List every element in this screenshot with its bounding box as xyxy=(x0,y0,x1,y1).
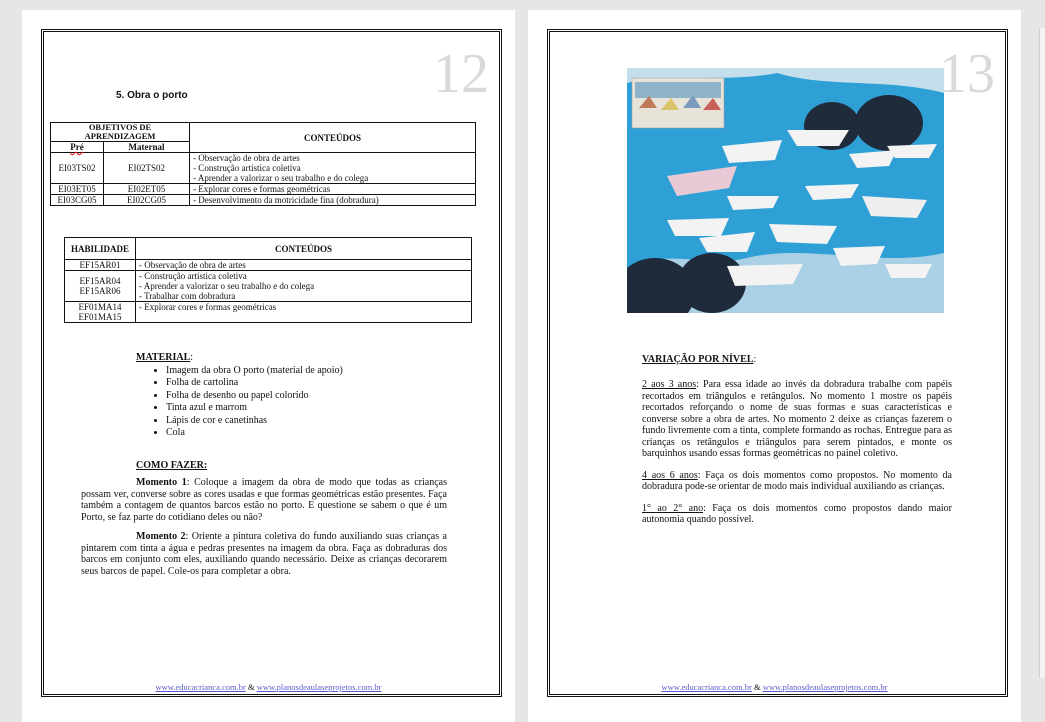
footer-link-educacrianca[interactable]: www.educacrianca.com.br xyxy=(661,682,752,692)
page-number: 13 xyxy=(939,43,995,105)
maternal-code: EI02ET05 xyxy=(104,184,190,195)
material-title: MATERIAL xyxy=(136,352,191,363)
list-item: • Folha de desenho ou papel colorido xyxy=(166,390,466,402)
pre-code: EI03CG05 xyxy=(51,195,104,206)
conteudo-line: - Explorar cores e formas geométricas xyxy=(190,184,476,195)
habilidade-table xyxy=(64,237,472,323)
footer-link-educacrianca[interactable]: www.educacrianca.com.br xyxy=(155,682,246,692)
conteudo-line: - Desenvolvimento da motricidade fina (dobradura) xyxy=(190,195,476,206)
pre-code: EI03ET05 xyxy=(51,184,104,195)
pre-subheader: Pré xyxy=(70,142,84,152)
material-list xyxy=(136,365,466,439)
nivel1-text: : Para essa idade ao invés da dobradura trabalhe com papéis recortados em triângulos e retângulos. No momento 1 mostre os papéis recortados reforçando o nome de suas formas e suas características e converse sobre a obra de artes. No momento 2 deixe as crianças fazerem o fundo livremente com a tinta, complete formando as rochas. Entregue para as crianças os retângulos e triângulos para serem pintados, e monte os barquinhos usando essas formas geométricas no painel coletivo. xyxy=(642,379,952,459)
list-item: • Folha de cartolina xyxy=(166,377,466,389)
conteudos-header: CONTEÚDOS xyxy=(136,238,472,260)
table-row xyxy=(51,153,476,184)
conteudo-line: - Aprender a valorizar o seu trabalho e do colega xyxy=(193,173,369,183)
footer-link-planos[interactable]: www.planosdeaulaseprojetos.com.br xyxy=(256,682,382,692)
momento1-paragraph xyxy=(81,477,447,523)
material-section: MATERIAL: • Imagem da obra O porto (material de apoio) • Folha de cartolina • Folha de desenho ou papel colorido • Tinta azul e marrom • Lápis de cor e canetinhas • Cola xyxy=(136,352,466,439)
nivel3-text: : Faça os dois momentos como propostos dando maior autonomia quando possível. xyxy=(642,502,953,525)
footer xyxy=(22,682,515,692)
maternal-code: EI02CG05 xyxy=(104,195,190,206)
pre-code: EI03TS02 xyxy=(51,153,104,184)
footer-separator: & xyxy=(245,682,257,692)
objetivos-table xyxy=(50,122,476,206)
momento2-label: Momento 2 xyxy=(136,531,186,542)
conteudo-line: - Observação de obra de artes xyxy=(136,260,472,271)
como-fazer-section xyxy=(81,460,447,585)
conteudo-line: - Observação de obra de artes xyxy=(193,153,300,163)
como-fazer-title: COMO FAZER: xyxy=(136,460,208,471)
habilidade-code: EF01MA15 xyxy=(78,312,122,322)
page-13 xyxy=(528,10,1021,722)
variacao-section: VARIAÇÃO POR NÍVEL: 2 aos 3 anos: Para essa idade ao invés da dobradura trabalhe com papéis recortados em triângulos e retângulos. No momento 1 mostre os papéis recortados reforçando o nome de suas formas e suas características e converse sobre a obra de artes. No momento 2 deixe as crianças fazerem o fundo livremente com a tinta, complete formando as rochas. Entregue para as crianças os retângulos e triângulos para serem pintados, e monte os barquinhos usando essas formas geométricas no painel coletivo. 4 aos 6 anos: Faça os dois momentos como propostos. No momento da dobradura pode-se orientar de modo mais individual auxiliando as crianças. 1° ao 2° ano: Faça os dois momentos como propostos dando maior autonomia quando possível. xyxy=(642,354,953,525)
habilidade-code: EF01MA14 xyxy=(78,302,122,312)
conteudo-line: - Trabalhar com dobradura xyxy=(139,291,236,301)
habilidade-code: EF15AR01 xyxy=(65,260,136,271)
objetivos-header: OBJETIVOS DE APRENDIZAGEM xyxy=(51,123,190,142)
table-row xyxy=(51,195,476,206)
nivel2-text: : Faça os dois momentos como propostos. No momento da dobradura pode-se orientar de modo mais individual auxiliando as crianças. xyxy=(642,469,952,492)
habilidade-codes xyxy=(65,271,136,302)
nivel2-paragraph xyxy=(642,470,952,493)
momento1-label: Momento 1 xyxy=(136,477,187,488)
footer-link-planos[interactable]: www.planosdeaulaseprojetos.com.br xyxy=(762,682,888,692)
list-item: • Imagem da obra O porto (material de apoio) xyxy=(166,365,466,377)
table-row xyxy=(65,302,472,323)
habilidade-code: EF15AR06 xyxy=(79,286,121,296)
habilidade-codes xyxy=(65,302,136,323)
habilidade-header: HABILIDADE xyxy=(65,238,136,260)
footer xyxy=(528,682,1021,692)
conteudo-line: - Explorar cores e formas geométricas xyxy=(136,302,472,323)
list-item: • Cola xyxy=(166,427,466,439)
nivel1-paragraph xyxy=(642,379,952,460)
list-item: • Tinta azul e marrom xyxy=(166,402,466,414)
conteudos-cell xyxy=(190,153,476,184)
section-heading: 5. Obra o porto xyxy=(116,90,188,101)
conteudo-line: - Aprender a valorizar o seu trabalho e do colega xyxy=(139,281,315,291)
list-item: • Lápis de cor e canetinhas xyxy=(166,415,466,427)
momento2-text: : Oriente a pintura coletiva do fundo auxiliando suas crianças a pintarem com tinta a água e pedras presentes na imagem da obra. Faça as dobraduras dos barcos em conjunto com eles, auxiliando quando necessário. Deixe as crianças decorarem seus barcos de papel. Cole-os para completar a obra. xyxy=(81,531,447,577)
vertical-scrollbar[interactable] xyxy=(1039,28,1045,678)
conteudos-cell xyxy=(136,271,472,302)
conteudo-line: - Construção artística coletiva xyxy=(139,271,247,281)
page-number: 12 xyxy=(433,43,489,105)
nivel3-label: 1° ao 2° ano xyxy=(642,502,704,514)
footer-separator: & xyxy=(751,682,763,692)
habilidade-code: EF15AR04 xyxy=(79,276,121,286)
maternal-subheader: Maternal xyxy=(104,142,190,153)
table-row xyxy=(65,271,472,302)
artwork-photo xyxy=(627,68,944,313)
artwork-photo-illustration xyxy=(627,68,944,313)
momento1-text: : Coloque a imagem da obra de modo que todas as crianças possam ver, converse sobre as cores usadas e que formas geométricas estão presentes. Faça também a contagem de quantos barcos estão no porto. E questione se sabem o que é um Porto, se faz parte do cotidiano deles ou não? xyxy=(81,477,447,523)
variacao-title: VARIAÇÃO POR NÍVEL xyxy=(642,354,754,365)
momento2-paragraph xyxy=(81,531,447,577)
table-row xyxy=(65,260,472,271)
nivel2-label: 4 aos 6 anos xyxy=(642,469,698,481)
conteudo-line: - Construção artística coletiva xyxy=(193,163,301,173)
maternal-code: EI02TS02 xyxy=(104,153,190,184)
nivel3-paragraph xyxy=(642,503,952,526)
nivel1-label: 2 aos 3 anos xyxy=(642,379,697,390)
table-row xyxy=(51,184,476,195)
page-12 xyxy=(22,10,515,722)
conteudos-header: CONTEÚDOS xyxy=(190,123,476,153)
